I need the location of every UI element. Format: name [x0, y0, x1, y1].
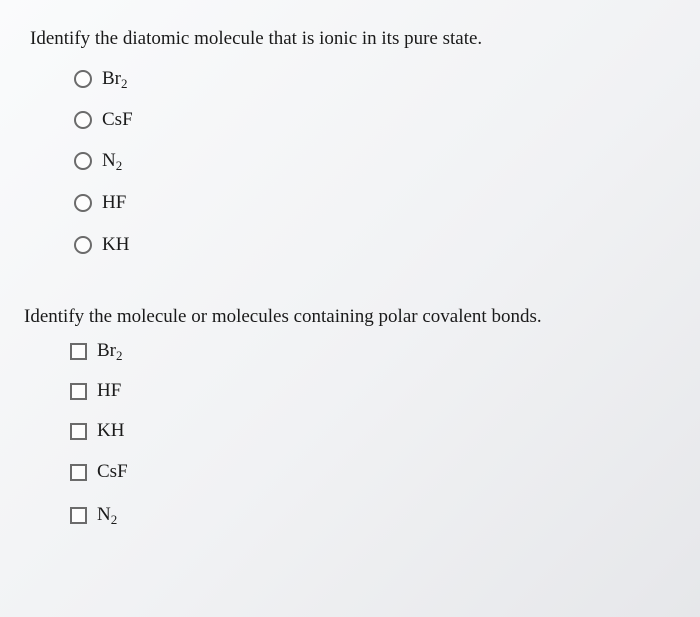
checkbox[interactable]	[70, 507, 87, 524]
option-label: $N_2$	[97, 504, 118, 527]
option-label: $N_2$	[102, 150, 123, 173]
radio-button[interactable]	[74, 70, 92, 88]
question-1-option-kh[interactable]	[74, 230, 129, 260]
option-label: HF	[102, 192, 127, 213]
checkbox[interactable]	[70, 423, 87, 440]
radio-button[interactable]	[74, 194, 92, 212]
question-1-option-csf[interactable]	[74, 105, 133, 135]
radio-button[interactable]	[74, 111, 92, 129]
option-label: KH	[97, 420, 125, 441]
option-label: $Br_2$	[97, 340, 123, 363]
question-2-option-kh[interactable]	[70, 416, 124, 446]
question-2-prompt: Identify the molecule or molecules containing polar covalent bonds.	[24, 306, 542, 327]
checkbox[interactable]	[70, 383, 87, 400]
radio-button[interactable]	[74, 152, 92, 170]
question-1-option-br2[interactable]	[74, 64, 128, 94]
question-1-option-hf[interactable]	[74, 188, 126, 218]
checkbox[interactable]	[70, 343, 87, 360]
option-label: CsF	[97, 461, 128, 482]
option-label: $Br_2$	[102, 68, 128, 91]
question-2-option-hf[interactable]	[70, 376, 121, 406]
option-label: HF	[97, 380, 122, 401]
question-2-option-br2[interactable]	[70, 336, 123, 366]
radio-button[interactable]	[74, 236, 92, 254]
question-2-option-csf[interactable]	[70, 457, 128, 487]
question-1-option-n2[interactable]	[74, 146, 122, 176]
option-label: KH	[102, 234, 130, 255]
question-1-prompt: Identify the diatomic molecule that is ionic in its pure state.	[30, 28, 483, 49]
option-label: CsF	[102, 109, 133, 130]
checkbox[interactable]	[70, 464, 87, 481]
question-2-option-n2[interactable]	[70, 500, 117, 530]
